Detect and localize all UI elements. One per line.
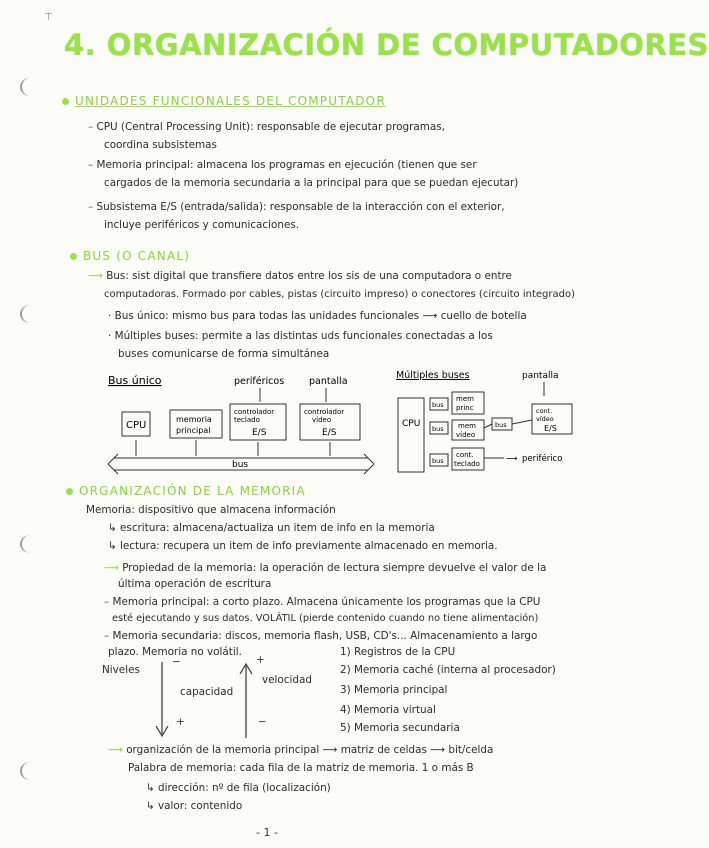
box-label: mem xyxy=(456,395,474,403)
value-line xyxy=(146,800,242,813)
bus-tag: bus xyxy=(432,457,444,465)
section-heading-memory xyxy=(66,484,306,498)
property-text: Propiedad de la memoria: la operación de lectura siempre devuelve el valor de la xyxy=(122,562,547,574)
multiple-bus-diagram xyxy=(394,366,586,480)
main-memory-line xyxy=(104,596,540,609)
dash-mark: – xyxy=(88,159,97,171)
connector-line xyxy=(512,420,532,424)
memory-text: Memoria principal: almacena los programas en ejecución (tienen que ser xyxy=(96,159,477,171)
secondary-memory-line-2: plazo. Memoria no volátil. xyxy=(108,646,242,658)
memory-line-2: cargados de la memoria secundaria a la principal para que se puedan ejecutar) xyxy=(104,177,519,189)
capacity-min-sign: − xyxy=(172,656,181,668)
section-heading-bus xyxy=(70,249,190,263)
arrow-mark: ↳ xyxy=(108,522,121,534)
level-item: 4) Memoria virtual xyxy=(340,704,436,716)
box-label: E/S xyxy=(322,428,337,438)
bullet-dot xyxy=(70,253,77,260)
cpu-box-label: CPU xyxy=(126,420,147,431)
cpu-box-label: CPU xyxy=(402,419,421,429)
memory-def-line: Memoria: dispositivo que almacena información xyxy=(86,504,336,516)
dash-mark: – xyxy=(88,201,97,213)
property-line xyxy=(104,562,546,575)
address-line xyxy=(146,782,331,795)
bullet-mark: · xyxy=(108,310,115,322)
address-text: dirección: nº de fila (localización) xyxy=(158,782,331,794)
bullet-dot xyxy=(66,488,73,495)
box-label: controlador xyxy=(234,408,275,416)
cpu-text: CPU (Central Processing Unit): responsable de ejecutar programas, xyxy=(96,121,445,133)
secondary-memory-line xyxy=(104,630,537,643)
box-label: teclado xyxy=(234,416,260,424)
binder-hole xyxy=(20,762,40,780)
cpu-box xyxy=(398,398,424,472)
box-label: E/S xyxy=(252,428,267,438)
memory-line xyxy=(88,159,477,172)
bus-label: bus xyxy=(232,460,249,470)
level-item: 5) Memoria secundaria xyxy=(340,722,460,734)
box-label: principal xyxy=(176,426,211,435)
organization-line xyxy=(108,744,493,757)
peripherals-label: periféricos xyxy=(234,376,285,387)
multi-bus-text: Múltiples buses: permite a las distintas uds funcionales conectadas a los xyxy=(114,330,493,342)
binder-hole xyxy=(20,78,40,96)
box-label: controlador xyxy=(304,408,345,416)
box-label: memoria xyxy=(176,415,212,424)
bus-def-line xyxy=(88,270,512,283)
secondary-memory-text: Memoria secundaria: discos, memoria flash, USB, CD's... Almacenamiento a largo xyxy=(112,630,538,642)
read-text: lectura: recupera un item de info previamente almacenado en memoria. xyxy=(120,540,498,552)
main-memory-text: Memoria principal: a corto plazo. Almacena únicamente los programas que la CPU xyxy=(112,596,541,608)
multi-bus-line xyxy=(108,330,493,343)
screen-label: pantalla xyxy=(309,376,348,387)
single-bus-text: Bus único: mismo bus para todas las unidades funcionales ⟶ cuello de botella xyxy=(114,310,527,322)
single-bus-line xyxy=(108,310,527,323)
box-label: vídeo xyxy=(536,415,554,423)
box-label: cont. xyxy=(456,451,474,459)
property-line-2: última operación de escritura xyxy=(118,578,272,590)
multi-bus-line-2: buses comunicarse de forma simultánea xyxy=(118,348,330,360)
word-line: Palabra de memoria: cada fila de la matriz de memoria. 1 o más B xyxy=(128,762,474,774)
speed-label: velocidad xyxy=(262,674,312,686)
cpu-line-2: coordina subsistemas xyxy=(104,139,217,151)
connector-line xyxy=(484,424,492,428)
section-heading-text: ORGANIZACIÓN DE LA MEMORIA xyxy=(79,484,306,498)
bullet-dot xyxy=(62,98,69,105)
dash-mark: – xyxy=(88,121,97,133)
diagram-title: Bus único xyxy=(108,374,162,387)
write-line xyxy=(108,522,435,535)
arrow-mark: ⟶ xyxy=(104,562,123,574)
page-number: - 1 - xyxy=(256,826,278,839)
diagram-title: Múltiples buses xyxy=(396,370,470,381)
binder-hole xyxy=(20,305,40,323)
section-heading-text: UNIDADES FUNCIONALES DEL COMPUTADOR xyxy=(75,94,386,108)
speed-max-sign: + xyxy=(256,654,265,666)
box-label: vídeo xyxy=(312,416,332,424)
write-text: escritura: almacena/actualiza un item de info en la memoria xyxy=(120,522,435,534)
box-label: vídeo xyxy=(456,431,476,439)
peripheral-arrow: ⟶ xyxy=(506,454,518,463)
organization-text: organización de la memoria principal ⟶ matriz de celdas ⟶ bit/celda xyxy=(126,744,494,756)
screen-label: pantalla xyxy=(522,371,559,381)
value-text: valor: contenido xyxy=(158,800,243,812)
bus-tag: bus xyxy=(432,401,444,409)
section-heading-units xyxy=(62,94,386,108)
arrow-mark: ↳ xyxy=(146,800,159,812)
peripheral-label: periférico xyxy=(522,454,563,464)
arrow-mark: ↳ xyxy=(108,540,121,552)
io-text: Subsistema E/S (entrada/salida): responsable de la interacción con el exterior, xyxy=(96,201,505,213)
cpu-line xyxy=(88,121,445,134)
speed-min-sign: − xyxy=(258,716,267,728)
box-label: princ xyxy=(456,404,474,412)
capacity-label: capacidad xyxy=(180,686,234,698)
io-line xyxy=(88,201,505,214)
level-item: 3) Memoria principal xyxy=(340,684,448,696)
capacity-max-sign: + xyxy=(176,716,185,728)
box-label: teclado xyxy=(454,460,480,468)
margin-mark: ⊤ xyxy=(44,12,53,23)
dash-mark: – xyxy=(104,596,113,608)
arrow-mark: ⟶ xyxy=(108,744,127,756)
io-line-2: incluye periféricos y comunicaciones. xyxy=(104,219,300,231)
box-label: E/S xyxy=(544,424,557,433)
box-label: mem xyxy=(458,422,476,430)
arrow-mark: ↳ xyxy=(146,782,159,794)
bullet-mark: · xyxy=(108,330,115,342)
hierarchy-arrows xyxy=(152,660,262,740)
page-title: 4. ORGANIZACIÓN DE COMPUTADORES xyxy=(64,28,709,62)
single-bus-diagram xyxy=(104,370,379,480)
main-memory-line-2: esté ejecutando y sus datos. VOLÁTIL (pierde contenido cuando no tiene alimentación) xyxy=(112,613,539,624)
box-label: cont. xyxy=(536,407,553,415)
arrow-mark: ⟶ xyxy=(88,270,107,282)
bus-tag: bus xyxy=(432,425,444,433)
level-item: 1) Registros de la CPU xyxy=(340,646,456,658)
binder-hole xyxy=(20,535,40,553)
level-item: 2) Memoria caché (interna al procesador) xyxy=(340,664,556,676)
levels-label: Niveles xyxy=(102,664,140,676)
bus-def-text: Bus: sist digital que transfiere datos entre los sis de una computadora o entre xyxy=(106,270,512,282)
bus-tag: bus xyxy=(495,421,507,429)
dash-mark: – xyxy=(104,630,113,642)
bus-def-line-2: computadoras. Formado por cables, pistas (circuito impreso) o conectores (circuito integrado) xyxy=(104,289,575,300)
section-heading-text: BUS (O CANAL) xyxy=(83,249,191,263)
read-line xyxy=(108,540,498,553)
